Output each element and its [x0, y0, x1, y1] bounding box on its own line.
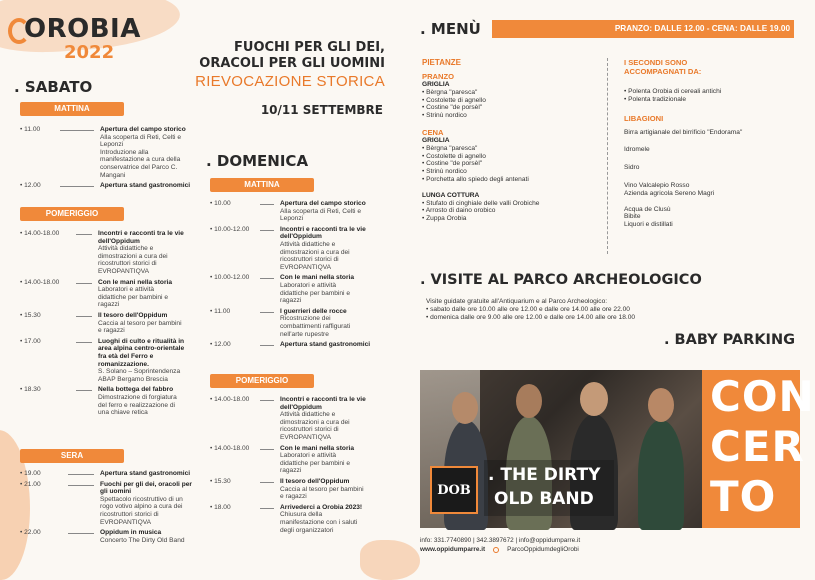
dob-badge-text: DOB [437, 482, 471, 498]
schedule-description: e ragazzi [98, 327, 125, 335]
schedule-dash [260, 278, 274, 279]
schedule-title: dell'Oppidum [280, 233, 322, 241]
schedule-time: • 19.00 [20, 470, 41, 477]
schedule-description: nell'arte rupestre [280, 330, 329, 338]
schedule-description: e ragazzi [280, 493, 307, 501]
schedule-description: didattiche per bambini e [280, 289, 351, 297]
schedule-dash [260, 482, 274, 483]
schedule-details [100, 481, 212, 527]
schedule-description: rogo votivo alpino a cura dei [100, 503, 183, 511]
schedule-dash [260, 312, 274, 313]
cena-heading: CENA [422, 127, 444, 137]
visite-text [426, 298, 786, 321]
secondi-item: • Polenta tradizionale [624, 95, 687, 103]
schedule-time: • 18.30 [20, 386, 41, 394]
schedule-description: ricostruttori storici di [98, 260, 157, 268]
schedule-description: Caccia al tesoro per bambini [98, 319, 182, 327]
schedule-description: EVROPANTIQVA [280, 263, 332, 271]
menu-left-column [422, 58, 602, 223]
headline-line2: ORACOLI PER GLI UOMINI [199, 56, 385, 71]
band-name-line1: . THE DIRTY [488, 465, 601, 485]
footer-facebook[interactable]: ParcoOppidumdegliOrobi [507, 546, 579, 553]
schedule-description: Spettacolo ricostruttivo di un [100, 495, 183, 503]
sabato-title: . SABATO [14, 78, 93, 96]
libagioni-heading: LIBAGIONI [624, 113, 664, 123]
headline-date: 10/11 SETTEMBRE [260, 103, 383, 117]
schedule-dash [76, 390, 92, 391]
schedule-time: • 12.00 [20, 182, 41, 190]
schedule-time: • 10.00 [210, 200, 231, 207]
lunga-cottura-dish: • Zuppa Orobia [422, 215, 467, 223]
schedule-time: • 18.00 [210, 503, 231, 511]
logo-title: OROBIA [24, 14, 141, 44]
schedule-title: Il tesoro dell'Oppidum [98, 312, 168, 319]
cena-griglia-heading: GRIGLIA [422, 136, 450, 144]
band-member-head [452, 392, 478, 424]
schedule-description: Attività didattiche e [280, 411, 336, 419]
footer [420, 536, 800, 554]
concerto-text [710, 372, 815, 522]
domenica-pomeriggio-pill: POMERIGGIO [210, 374, 314, 388]
domenica-title: . DOMENICA [206, 152, 309, 170]
schedule-description: combattimenti raffigurati [280, 322, 351, 330]
schedule-time: • 14.00-18.00 [210, 444, 250, 452]
schedule-description: S. Solano – Soprintendenza [98, 368, 181, 376]
schedule-title: dell'Oppidum [280, 403, 322, 411]
schedule-description: Attività didattiche e [280, 240, 336, 248]
schedule-time: • 10.00-12.00 [210, 225, 250, 233]
schedule-time: • 10.00-12.00 [210, 274, 250, 282]
schedule-dash [60, 186, 94, 187]
band-photo [420, 370, 702, 528]
schedule-title: Il tesoro dell'Oppidum [280, 478, 350, 485]
sabato-pomeriggio-pill: POMERIGGIO [20, 207, 124, 221]
schedule-description: ricostruttori storici di [280, 426, 339, 434]
cena-dish: • Porchetta allo spiedo degli antenati [422, 175, 529, 183]
schedule-dash [260, 508, 274, 509]
sabato-mattina-pill: MATTINA [20, 102, 124, 116]
cena-dish: • Strinù nordico [422, 168, 467, 176]
schedule-details [280, 200, 392, 223]
schedule-dash [76, 316, 92, 317]
headline-subtitle: RIEVOCAZIONE STORICA [195, 73, 385, 90]
schedule-title: Fuochi per gli dei, oracoli per [100, 480, 192, 488]
schedule-details [280, 308, 392, 338]
pietanze-heading: PIETANZE [422, 58, 461, 67]
schedule-time: • 17.00 [20, 337, 41, 345]
schedule-dash [68, 485, 94, 486]
schedule-title: romanizzazione. [98, 360, 149, 368]
menu-divider [607, 58, 608, 254]
schedule-details [280, 396, 392, 442]
schedule-description: Dimostrazione di forgiatura [98, 393, 177, 401]
cena-dish: • Bèrgna "paresca" [422, 144, 478, 152]
schedule-title: I guerrieri delle rocce [280, 307, 347, 315]
band-member-head [648, 388, 674, 422]
schedule-description: del ferro e realizzazione di [98, 401, 175, 409]
schedule-description: dimostrazioni a cura dei [98, 252, 168, 260]
schedule-description: ABAP Bergamo Brescia [98, 375, 168, 383]
sabato-sera-pill: SERA [20, 449, 124, 463]
schedule-details [98, 230, 210, 276]
schedule-details [280, 445, 392, 475]
schedule-title: Oppidum in musica [100, 529, 162, 537]
brush-decoration-bottom [360, 540, 420, 580]
schedule-description: ricostruttori storici di [100, 510, 159, 518]
schedule-title: Incontri e racconti tra le vie [98, 230, 184, 237]
schedule-title: Apertura del campo storico [100, 126, 186, 133]
logo [6, 10, 146, 66]
schedule-description: Chiusura della [280, 511, 323, 519]
schedule-dash [76, 234, 92, 235]
menu-title: . MENÙ [420, 20, 481, 38]
schedule-description: Attività didattiche e [98, 245, 154, 253]
schedule-time: • 21.00 [20, 480, 41, 488]
schedule-time: • 14.00-18.00 [210, 396, 250, 403]
schedule-description: una chiave retica [98, 409, 148, 417]
schedule-title: fra età del Ferro e [98, 352, 154, 360]
visite-line: • domenica dalle ore 9.00 alle ore 12.00 e dalle ore 14.00 alle ore 18.00 [426, 313, 636, 321]
schedule-description: Laboratori e attività [280, 281, 337, 289]
band-name-line2: OLD BAND [494, 489, 594, 509]
pranzo-griglia-heading: GRIGLIA [422, 81, 450, 88]
drink-item: Azienda agricola Sereno Magri [624, 189, 715, 197]
schedule-details [280, 274, 392, 304]
headline [180, 40, 385, 118]
schedule-time: • 11.00 [20, 126, 41, 133]
schedule-description: conservatrice del Parco C. [100, 163, 178, 171]
schedule-description: Laboratori e attività [98, 286, 155, 294]
schedule-title: Arrivederci a Orobia 2023! [280, 503, 363, 511]
schedule-description: Introduzione alla [100, 148, 149, 156]
schedule-description: EVROPANTIQVA [100, 518, 152, 526]
schedule-details [98, 279, 210, 309]
schedule-title: Apertura stand gastronomici [100, 470, 191, 477]
schedule-details [98, 386, 210, 416]
schedule-description: Concerto The Dirty Old Band [100, 536, 185, 544]
domenica-mattina-pill: MATTINA [210, 178, 314, 192]
secondi-heading-1: I SECONDI SONO [624, 58, 688, 67]
schedule-dash [68, 533, 94, 534]
schedule-description: Mangani [100, 171, 126, 179]
schedule-description: ragazzi [98, 301, 120, 309]
schedule-description: degli organizzatori [280, 526, 334, 534]
schedule-details [280, 226, 392, 272]
schedule-title: area alpina centro-orientale [98, 345, 185, 353]
facebook-icon [493, 547, 499, 553]
dob-badge [430, 466, 478, 514]
schedule-description: Ricostruzione dei [280, 315, 331, 323]
schedule-title: gli uomini [100, 488, 132, 496]
cena-dish: • Costolette di agnello [422, 152, 486, 160]
schedule-title: Incontri e racconti tra le vie [280, 396, 366, 403]
schedule-description: didattiche per bambini e [98, 293, 169, 301]
concerto-line1: CON [710, 372, 815, 421]
schedule-dash [76, 342, 92, 343]
menu-hours: PRANZO: DALLE 12.00 - CENA: DALLE 19.00 [614, 24, 790, 33]
schedule-details [280, 341, 392, 349]
visite-title: . VISITE AL PARCO ARCHEOLOGICO [420, 272, 702, 288]
schedule-dash [260, 449, 274, 450]
concerto-line3: TO [710, 472, 777, 521]
headline-line1: FUOCHI PER GLI DEI, [234, 40, 385, 55]
drink-item: Sidro [624, 164, 640, 172]
schedule-details [100, 126, 212, 179]
schedule-details [100, 529, 212, 544]
schedule-time: • 15.30 [210, 478, 231, 485]
schedule-description: dimostrazioni a cura dei [280, 248, 350, 256]
schedule-title: Con le mani nella storia [280, 274, 355, 282]
schedule-dash [260, 345, 274, 346]
schedule-description: ricostruttori storici di [280, 256, 339, 264]
schedule-time: • 12.00 [210, 341, 231, 349]
schedule-title: dell'Oppidum [98, 237, 140, 245]
drink-item: Liquori e distillati [624, 221, 673, 229]
pranzo-dish: • Costolette di agnello [422, 96, 486, 104]
schedule-title: Apertura stand gastronomici [100, 182, 191, 190]
schedule-dash [260, 204, 274, 205]
schedule-description: Leponzi [100, 141, 124, 149]
schedule-description: Caccia al tesoro per bambini [280, 485, 364, 493]
schedule-title: Nella bottega del fabbro [98, 386, 174, 394]
schedule-details [100, 182, 212, 190]
lunga-cottura-dish: • Stufato di cinghiale delle valli Orobiche [422, 199, 540, 207]
schedule-time: • 11.00 [210, 307, 231, 315]
schedule-time: • 14.00-18.00 [20, 230, 60, 237]
visite-line: • sabato dalle ore 10.00 alle ore 12.00 e dalle ore 14.00 alle ore 22.00 [426, 305, 630, 313]
schedule-description: manifestazione con i saluti [280, 518, 358, 526]
drink-item: Idromele [624, 146, 650, 154]
pranzo-heading: PRANZO [422, 72, 455, 81]
lunga-cottura-dish: • Arrosto di daino orobico [422, 207, 496, 215]
schedule-time: • 14.00-18.00 [20, 278, 60, 286]
schedule-description: EVROPANTIQVA [98, 267, 150, 275]
secondi-item: • Polenta Orobia di cereali antichi [624, 88, 722, 95]
footer-info: info: 331.7740890 | 342.3897672 | info@oppidumparre.it [420, 537, 581, 544]
schedule-title: Con le mani nella storia [98, 278, 173, 286]
schedule-description: ragazzi [280, 467, 302, 475]
schedule-time: • 15.30 [20, 312, 41, 319]
schedule-description: EVROPANTIQVA [280, 433, 332, 441]
schedule-dash [76, 283, 92, 284]
concerto-line2: CER [710, 422, 805, 471]
secondi-heading-2: ACCOMPAGNATI DA: [624, 67, 702, 76]
schedule-dash [260, 230, 274, 231]
schedule-details [280, 478, 392, 501]
lunga-cottura-heading: LUNGA COTTURA [422, 191, 480, 199]
schedule-details [100, 470, 212, 478]
schedule-dash [260, 400, 274, 401]
pranzo-dish: • Costine "de porsèl" [422, 104, 483, 112]
schedule-description: Alla scoperta di Reti, Celti e [280, 207, 361, 215]
cena-dish: • Costine "de porsèl" [422, 160, 483, 168]
schedule-description: ragazzi [280, 297, 302, 305]
pranzo-dish: • Bèrgna "paresca" [422, 88, 478, 96]
band-member [638, 420, 684, 530]
band-member-head [580, 382, 608, 416]
baby-parking-title: . BABY PARKING [664, 332, 795, 348]
schedule-description: Laboratori e attività [280, 452, 337, 460]
schedule-description: Leponzi [280, 215, 304, 223]
band-member-head [516, 384, 542, 418]
schedule-details [98, 338, 210, 384]
schedule-description: didattiche per bambini e [280, 459, 351, 467]
logo-year: 2022 [64, 42, 115, 63]
schedule-description: Alla scoperta di Reti, Celti e [100, 133, 181, 141]
schedule-description: manifestazione a cura della [100, 156, 181, 164]
schedule-dash [60, 130, 94, 131]
drink-item: Acqua de Clusù [624, 205, 671, 213]
schedule-title: Apertura del campo storico [280, 200, 366, 207]
schedule-title: Apertura stand gastronomici [280, 341, 371, 349]
visite-line: Visite guidate gratuite all'Antiquarium e al Parco Archeologico: [426, 298, 608, 305]
schedule-details [98, 312, 210, 335]
pranzo-dish: • Strinù nordico [422, 112, 467, 120]
schedule-dash [68, 474, 94, 475]
schedule-details [280, 504, 392, 534]
schedule-title: Con le mani nella storia [280, 444, 355, 452]
schedule-time: • 22.00 [20, 529, 41, 537]
drink-item: Birra artigianale del birrificio "Endorama" [624, 128, 743, 136]
schedule-title: Incontri e racconti tra le vie [280, 225, 366, 233]
drink-item: Vino Valcalepio Rosso [624, 181, 690, 189]
menu-right-column [624, 58, 794, 229]
footer-site[interactable]: www.oppidumparre.it [420, 546, 486, 553]
drink-item: Bibite [624, 213, 641, 221]
schedule-description: dimostrazioni a cura dei [280, 418, 350, 426]
schedule-title: Luoghi di culto e ritualità in [98, 337, 185, 345]
